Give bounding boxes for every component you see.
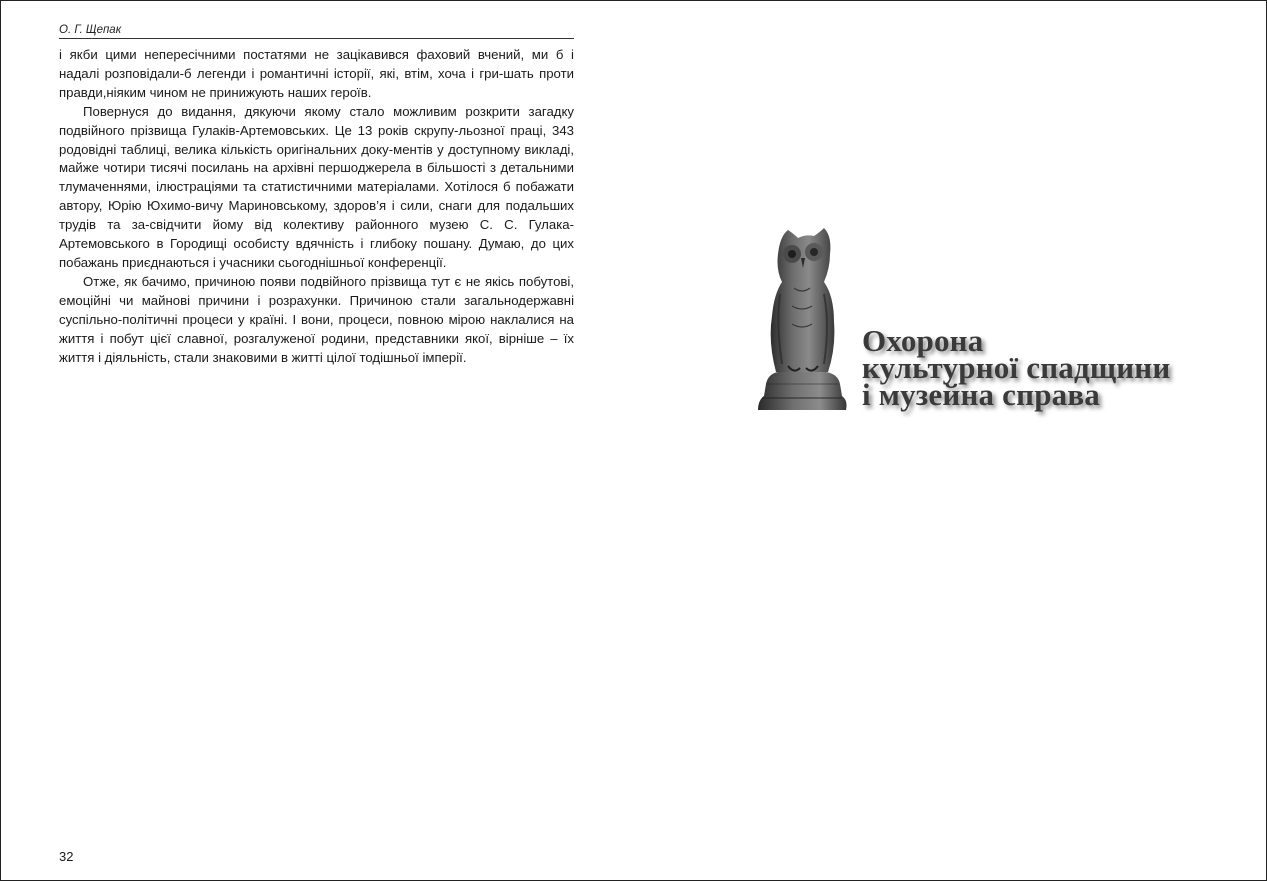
owl-statue-image bbox=[754, 224, 850, 416]
section-title-line-1: Охорона bbox=[862, 323, 984, 358]
right-page bbox=[634, 1, 1266, 880]
paragraph-1: і якби цими непересічними постатями не зацікавився фаховий вчений, ми б і надалі розповідали-б легенди і романтичні історії, які, втім, хоча і гри-шать проти правди,ніяким чином не принижують наших героїв. bbox=[59, 47, 574, 100]
section-title bbox=[862, 323, 1222, 412]
owl-statue-icon bbox=[754, 224, 850, 416]
body-text bbox=[59, 46, 574, 367]
paragraph-2: Повернуся до видання, дякуючи якому стало можливим розкрити загадку подвійного прізвища Гулаків-Артемовських. Це 13 років скрупу-льозної праці, 343 родовідні таблиці, велика кількість оригінальних доку-ментів у доступному викладі, майже чотири тисячі посилань на архівні першоджерела в більшості з детальними тлумаченнями, ілюстраціями та статистичними матеріалами. Хотілося б побажати автору, Юрію Юхимо-вичу Мариновському, здоров’я і сили, снаги для подальших трудів та за-свідчити йому від колективу районного музею С. С. Гулака-Артемовського в Городищі особисту вдячність і глибоку пошану. Думаю, до цих побажань приєднаються і учасники сьогоднішньої конференції. bbox=[59, 103, 574, 270]
running-head: О. Г. Щепак bbox=[59, 24, 574, 39]
page-number: 32 bbox=[59, 849, 74, 864]
section-title-line-2: культурної спадщини bbox=[862, 350, 1171, 385]
paragraph-3: Отже, як бачимо, причиною появи подвійного прізвища тут є не якісь побутові, емоційні чи майнові причини і розрахунки. Причиною стали загальнодержавні суспільно-політичні процеси у країні. І вони, процеси, повною мірою наклалися на життя і побут цієї славної, розгалуженої родини, представники якої, вірніше – їх життя і діяльність, стали знаковими в житті цілої тодішньої імперії. bbox=[59, 273, 574, 365]
section-title-line-3: і музейна справа bbox=[862, 377, 1100, 412]
left-page bbox=[1, 1, 634, 880]
